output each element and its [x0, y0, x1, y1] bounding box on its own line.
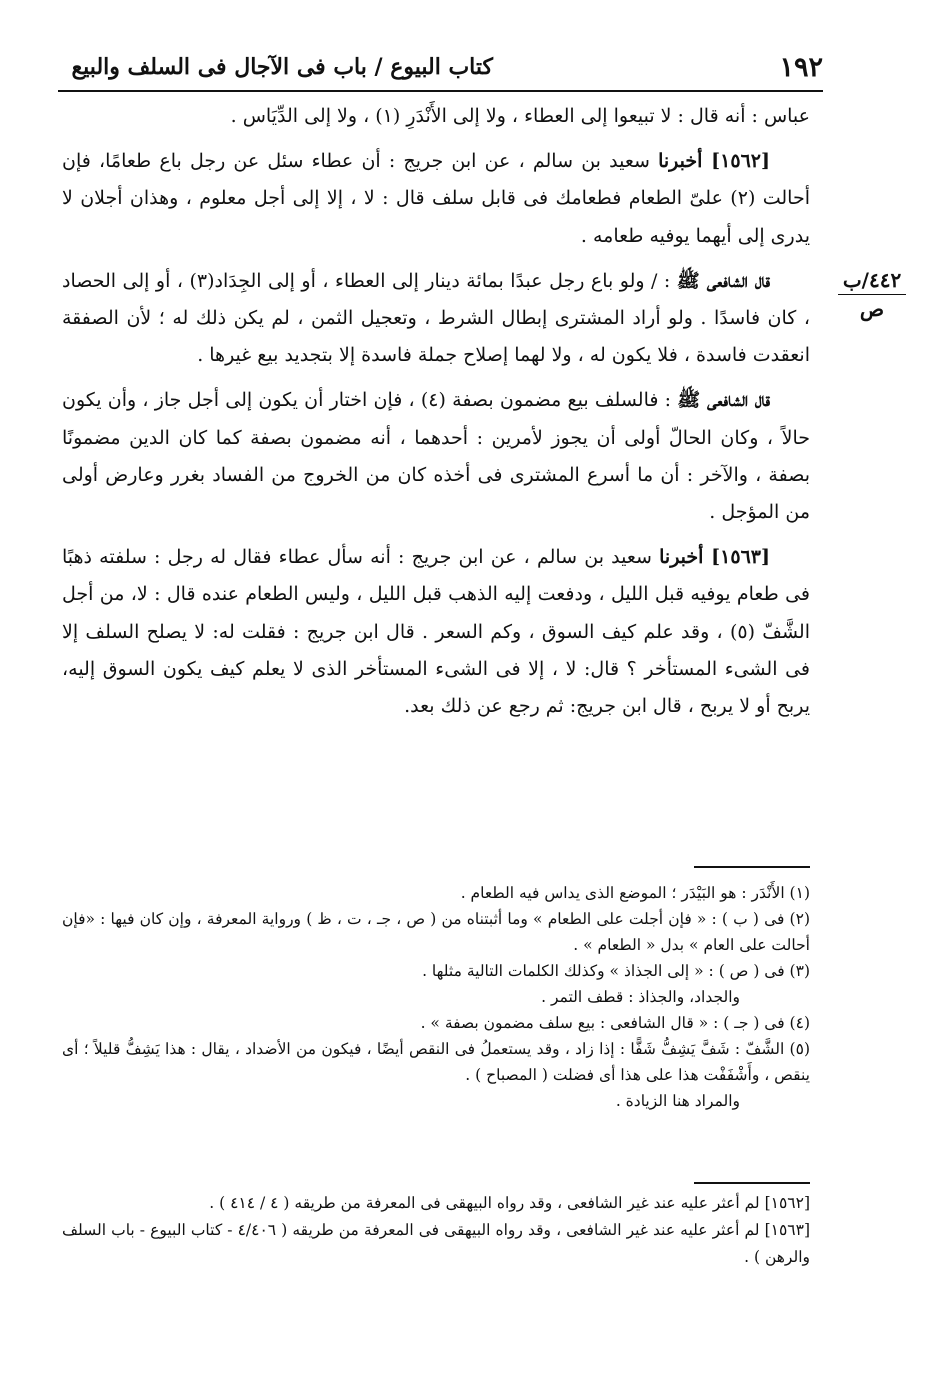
- paragraph-text: : / ولو باع رجل عبدًا بمائة دينار إلى العطاء ، أو إلى الجِدَاد(٣) ، أو إلى الحصاد ، كان فاسدًا . ولو أراد المشترى إبطال الشرط ، وتعجيل الثمن ، لم يكن ذلك له ؛ لأن الصفقة انعقدت فاسدة ، فلا يكون له ، ولا لهما إصلاح جملة فاسدة إلا بتجديد بيع غيرها .: [62, 269, 810, 367]
- source-note-1563: [١٥٦٣] لم أعثر عليه عند غير الشافعى ، وقد رواه البيهقى فى المعرفة من طريقه ( ٤/٤٠٦ - كتاب البيوع - باب السلف والرهن ) .: [62, 1221, 810, 1266]
- source-note-1562: [١٥٦٢] لم أعثر عليه عند غير الشافعى ، وقد رواه البيهقى فى المعرفة من طريقه ( ٤ / ٤١٤ ) .: [209, 1194, 810, 1212]
- folio-reference: ٤٤٢/ب: [838, 268, 906, 295]
- paragraph-lead: [١٥٦٣] أخبرنا: [659, 546, 770, 569]
- running-title: كتاب البيوع / باب فى الآجال فى السلف والبيع: [71, 54, 493, 80]
- sources-divider: [694, 1182, 810, 1184]
- footnote-5-continuation: والمراد هنا الزيادة .: [615, 1092, 740, 1110]
- paragraph-text: سعيد بن سالم ، عن ابن جريج : أن عطاء سئل عن رجل باع طعامًا، فإن أحالت (٢) علىّ الطعام فطعامك فى قابل سلف قال : لا ، إلا إلى أجل معلوم ، وهذان أجلان لا يدرى إلى أيهما يوفيه طعامه .: [62, 150, 810, 247]
- page-header: [58, 50, 823, 92]
- footnote-2: (٢) فى ( ب ) : « فإن أجلت على الطعام » وما أثبتناه من ( ص ، جـ ، ت ، ظ ) ورواية المعرفة ، وإن كان فيها : «فإن أحالت على العام » بدل « الطعام » .: [62, 910, 810, 954]
- page-number: ١٩٢: [779, 52, 823, 83]
- manuscript-siglum: ص: [859, 297, 885, 321]
- paragraph-4: [62, 382, 810, 531]
- footnote-1: (١) الأَنْدَر : هو البَيْدَر ؛ الموضع الذى يداس فيه الطعام .: [460, 884, 810, 902]
- paragraph-3: [62, 263, 810, 375]
- footnotes: [62, 880, 810, 1114]
- paragraph-lead: [١٥٦٢] أخبرنا: [658, 150, 770, 173]
- paragraph-text: سعيد بن سالم ، عن ابن جريج : أنه سأل عطاء فقال له رجل : سلفته ذهبًا فى طعام يوفيه قبل الليل ، ودفعت إليه الذهب قبل الليل ، وليس الطعام عنده قال : لا، من أجل الشَّفّ (٥) ، وقد علم كيف السوق ، وكم السعر . قال ابن جريج : فقلت له: لا يصلح السلف إلا فى الشىء المستأخر ؟ قال: لا ، إلا فى الشىء المستأخر الذى لا يعلم كيف يكون السوق إليه، يربح أو لا يربح ، قال ابن جريج: ثم رجع عن ذلك بعد.: [62, 546, 810, 718]
- paragraph-text: عباس : أنه قال : لا تبيعوا إلى العطاء ، ولا إلى الأَنْدَرِ (١) ، ولا إلى الدِّيَاس .: [230, 105, 810, 127]
- footnote-5: (٥) الشَّفّ : شَفَّ يَشِفُّ شَفًّا : إذا زاد ، وقد يستعملُ فى النقص أيضًا ، فيكون من الأضداد ، يقال : هذا يَشِفُّ قليلاً ؛ أى ينقص ، وأَشْفَفْت هذا على هذا أى فضلت ( المصباح ) .: [62, 1040, 810, 1084]
- manuscript-folio-note: [838, 268, 906, 321]
- footnote-4: (٤) فى ( جـ ) : « قال الشافعى : بيع سلف مضمون بصفة » .: [420, 1014, 810, 1032]
- footnote-3: (٣) فى ( ص ) : « إلى الجذاذ » وكذلك الكلمات التالية مثلها .: [422, 962, 810, 980]
- paragraph-lead: قال الشافعى ﷺ: [677, 389, 770, 412]
- paragraph-lead: قال الشافعى ﷺ: [676, 269, 771, 292]
- main-text: [62, 98, 810, 733]
- paragraph-text: : فالسلف بيع مضمون بصفة (٤) ، فإن اختار أن يكون إلى أجل جاز ، وأن يكون حالاً ، وكان الحالّ أولى أن يجوز لأمرين : أحدهما ، أنه مضمون بصفة كما كان الدين مضمونًا بصفة ، والآخر : أن ما أسرع المشترى فى أخذه كان من الخروج من الفساد بغرر وعارض أولى من المؤجل .: [62, 389, 810, 524]
- footnote-3-continuation: والجداد، والجذاذ : قطف التمر .: [541, 988, 740, 1006]
- footnote-divider: [694, 866, 810, 868]
- paragraph-5: [62, 539, 810, 725]
- paragraph-2: [62, 143, 810, 255]
- source-notes: [62, 1190, 810, 1271]
- paragraph-1: [62, 98, 810, 135]
